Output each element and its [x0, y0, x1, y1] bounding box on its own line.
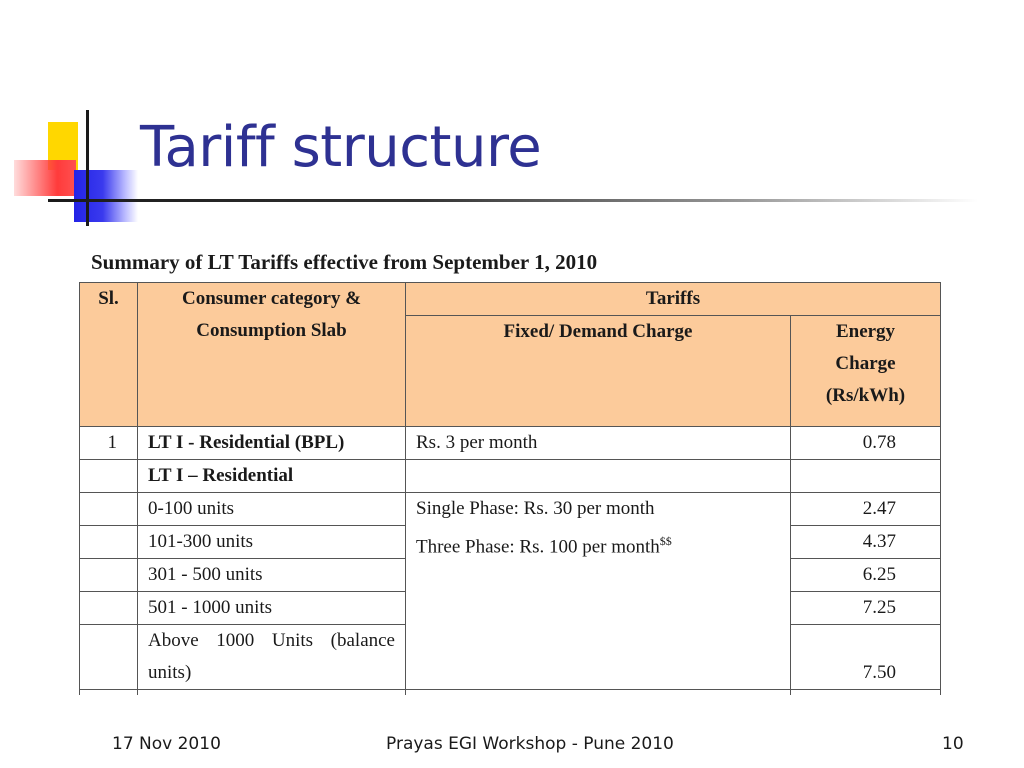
cell-empty — [406, 690, 791, 696]
cell-sl — [80, 526, 138, 559]
cell-category: 501 - 1000 units — [138, 592, 406, 625]
cell-category: LT I - Residential (BPL) — [138, 427, 406, 460]
header-tariffs: Tariffs — [645, 288, 701, 309]
slide-number: 10 — [942, 734, 964, 754]
header-category-line1: Consumer category & — [181, 288, 362, 309]
fixed-three-phase: Three Phase: Rs. 100 per month — [416, 536, 660, 558]
cell-category-line1: Above 1000 Units (balance — [148, 630, 395, 651]
cell-sl — [80, 460, 138, 493]
table-row — [80, 493, 941, 526]
cell-fixed — [406, 460, 791, 493]
cell-energy — [791, 460, 941, 493]
header-category-line2: Consumption Slab — [196, 320, 347, 341]
cell-sl — [80, 592, 138, 625]
tariff-table — [79, 282, 941, 695]
cell-category — [138, 625, 406, 690]
header-sl: Sl. — [98, 288, 119, 309]
footer-date: 17 Nov 2010 — [112, 734, 221, 754]
cell-sl: 1 — [80, 427, 138, 460]
header-energy-line2: Charge — [835, 353, 896, 374]
cell-category: 0-100 units — [138, 493, 406, 526]
cell-category: LT I – Residential — [138, 460, 406, 493]
cell-sl — [80, 493, 138, 526]
cell-fixed: Rs. 3 per month — [406, 427, 791, 460]
table-row — [80, 427, 941, 460]
cell-category: 101-300 units — [138, 526, 406, 559]
logo-red-square — [14, 160, 76, 196]
cell-energy: 0.78 — [791, 427, 941, 460]
cell-category-line2: units) — [148, 662, 192, 683]
fixed-single-phase: Single Phase: Rs. 30 per month — [416, 498, 655, 519]
header-energy-line3: (Rs/kWh) — [825, 385, 906, 406]
slide-title: Tariff structure — [140, 115, 542, 180]
cell-energy: 7.25 — [791, 592, 941, 625]
cell-empty — [138, 690, 406, 696]
cell-energy: 2.47 — [791, 493, 941, 526]
cell-fixed-merged — [406, 493, 791, 690]
fixed-three-phase-footnote: $$ — [659, 534, 672, 548]
table-caption: Summary of LT Tariffs effective from September 1, 2010 — [91, 250, 598, 274]
fixed-three-phase-line — [416, 525, 780, 563]
logo-vertical-line — [86, 110, 89, 226]
cell-sl — [80, 559, 138, 592]
header-fixed-charge: Fixed/ Demand Charge — [503, 321, 693, 342]
header-energy-line1: Energy — [835, 321, 896, 342]
cell-empty — [791, 690, 941, 696]
cell-empty — [80, 690, 138, 696]
title-underline — [48, 199, 978, 202]
footer-title: Prayas EGI Workshop - Pune 2010 — [386, 734, 674, 754]
cell-energy: 6.25 — [791, 559, 941, 592]
table-row — [80, 460, 941, 493]
header-row-1 — [80, 283, 941, 316]
tariff-table-container — [79, 282, 941, 695]
cell-energy: 7.50 — [791, 625, 941, 690]
cell-sl — [80, 625, 138, 690]
logo-blue-square — [74, 170, 138, 222]
cell-energy: 4.37 — [791, 526, 941, 559]
table-row-partial — [80, 690, 941, 696]
cell-category: 301 - 500 units — [138, 559, 406, 592]
